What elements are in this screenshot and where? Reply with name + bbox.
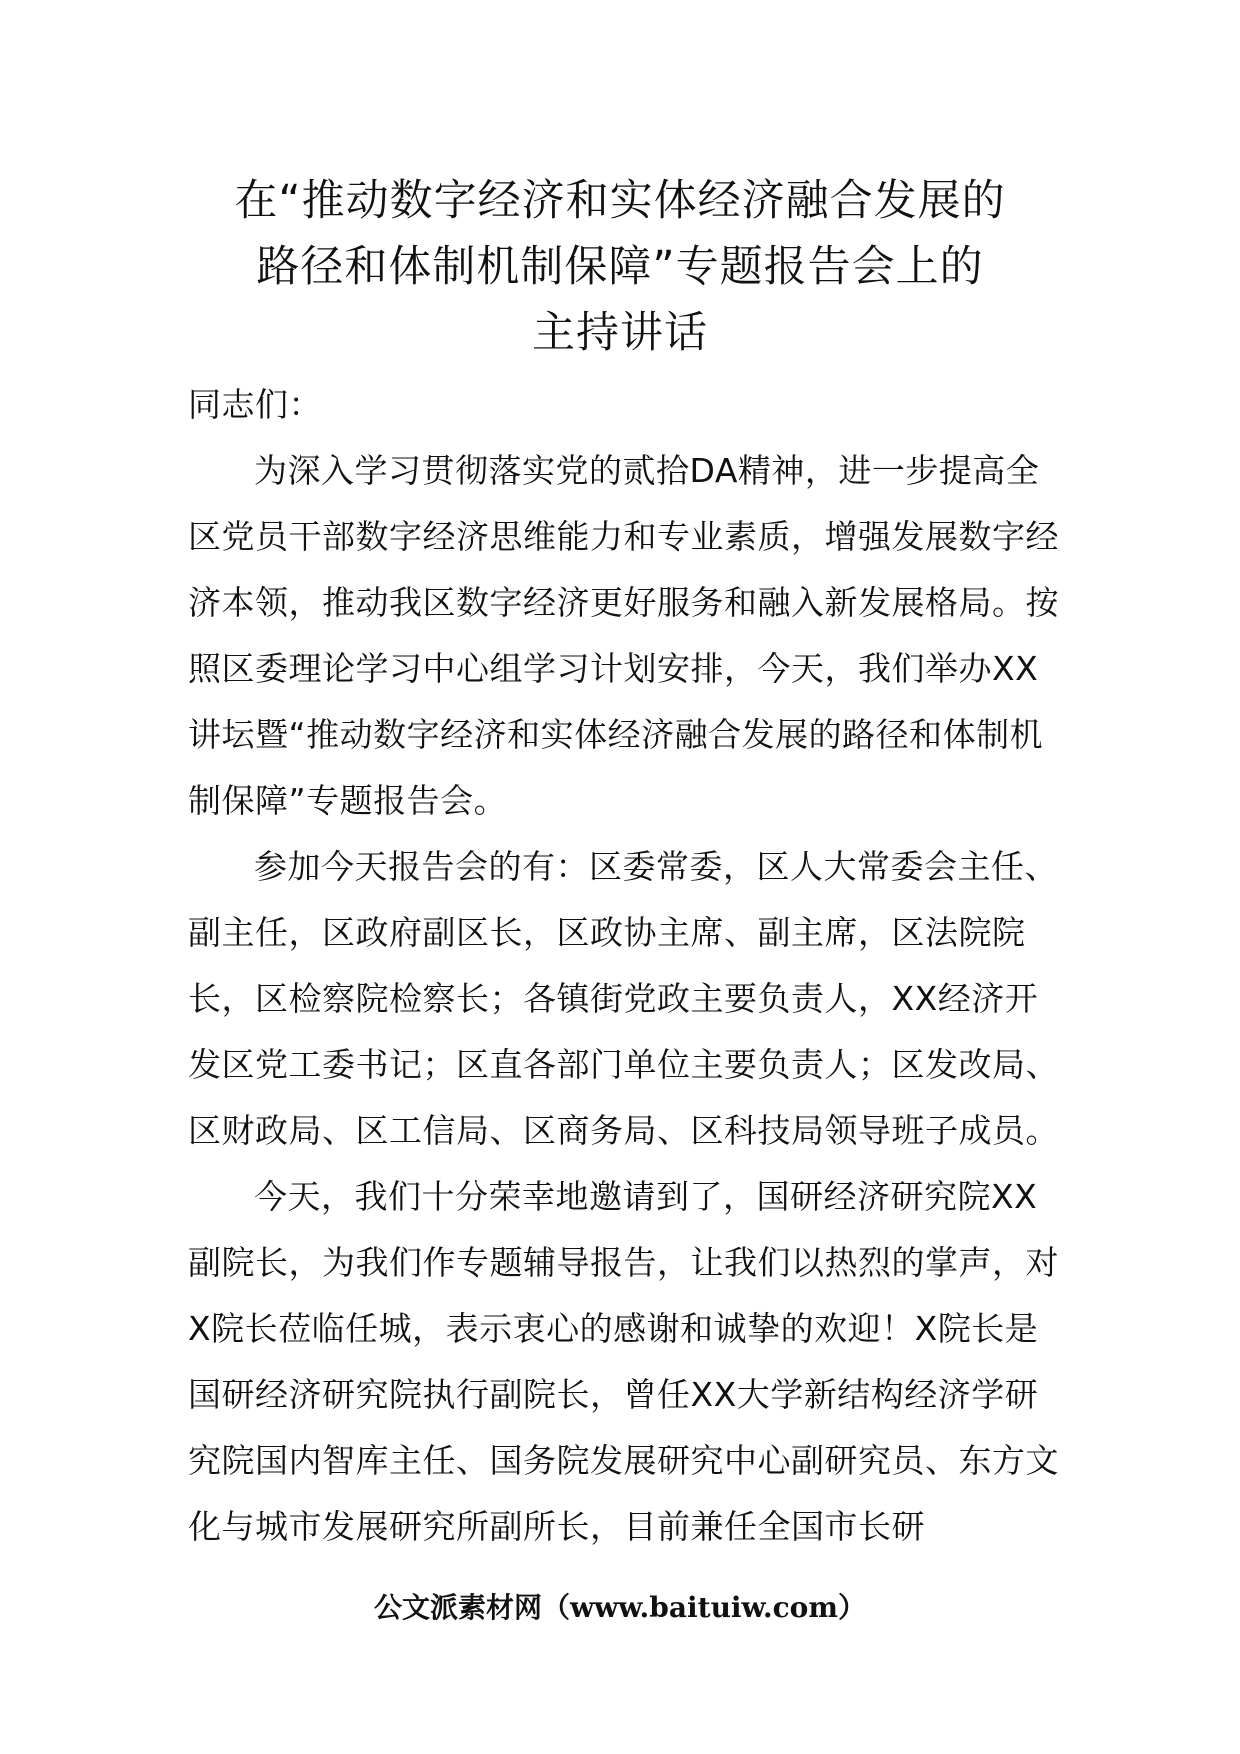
title-line-2: 路径和体制机制保障”专题报告会上的 bbox=[256, 242, 984, 292]
document-title bbox=[180, 168, 1060, 366]
paragraph-3: 今天，我们十分荣幸地邀请到了，国研经济研究院XX副院长，为我们作专题辅导报告，让我们以热烈的掌声，对X院长莅临任城，表示衷心的感谢和诚挚的欢迎！X院长是国研经济研究院执行副院长，曾任XX大学新结构经济学研究院国内智库主任、国务院发展研究中心副研究员、东方文化与城市发展研究所副所长，目前兼任全国市长研 bbox=[188, 1177, 1059, 1546]
footer-watermark: 公文派素材网（www.baituiw.com） bbox=[374, 1591, 866, 1624]
document-body bbox=[188, 372, 1064, 1560]
title-line-3: 主持讲话 bbox=[532, 308, 708, 358]
salutation: 同志们： bbox=[188, 385, 322, 424]
paragraph-2: 参加今天报告会的有：区委常委，区人大常委会主任、副主任，区政府副区长，区政协主席、副主席，区法院院长，区检察院检察长；各镇街党政主要负责人，XX经济开发区党工委书记；区直各部门单位主要负责人；区发改局、区财政局、区工信局、区商务局、区科技局领导班子成员。 bbox=[188, 847, 1059, 1150]
title-line-1: 在“推动数字经济和实体经济融合发展的 bbox=[234, 176, 1006, 226]
paragraph-1: 为深入学习贯彻落实党的贰拾DA精神，进一步提高全区党员干部数字经济思维能力和专业素质，增强发展数字经济本领，推动我区数字经济更好服务和融入新发展格局。按照区委理论学习中心组学习计划安排，今天，我们举办XX讲坛暨“推动数字经济和实体经济融合发展的路径和体制机制保障”专题报告会。 bbox=[188, 451, 1059, 820]
